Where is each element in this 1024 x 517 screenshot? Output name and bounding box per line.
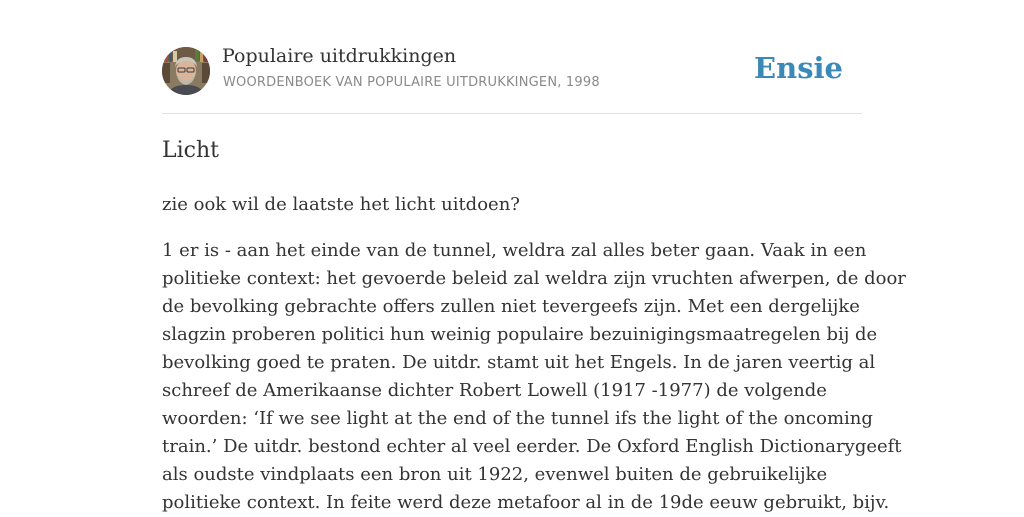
entry-title: Licht: [162, 138, 219, 163]
brand-logo-link[interactable]: Ensie: [754, 51, 843, 85]
source-subtitle: WOORDENBOEK VAN POPULAIRE UITDRUKKINGEN, 1998: [223, 75, 600, 90]
definition-line: slagzin proberen politici hun weinig populaire bezuinigingsmaatregelen bij de: [162, 324, 878, 345]
source-header: [162, 0, 862, 114]
definition-text: [162, 237, 906, 517]
definition-line: schreef de Amerikaanse dichter Robert Lowell (1917 -1977) de volgende: [162, 380, 827, 401]
definition-line: bevolking goed te praten. De uitdr. stamt uit het Engels. In de jaren veertig al: [162, 352, 876, 373]
definition-line: politieke context. In feite werd deze metafoor al in de 19de eeuw gebruikt, bijv.: [162, 492, 890, 513]
source-title[interactable]: Populaire uitdrukkingen: [222, 45, 457, 67]
definition-line: 1 er is - aan het einde van de tunnel, weldra zal alles beter gaan. Vaak in een: [162, 240, 867, 261]
definition-line: woorden: ‘If we see light at the end of the tunnel ifs the light of the oncoming: [162, 408, 873, 429]
definition-line: als oudste vindplaats een bron uit 1922, evenwel buiten de gebruikelijke: [162, 464, 828, 485]
definition-line: politieke context: het gevoerde beleid zal weldra zijn vruchten afwerpen, de door: [162, 268, 906, 289]
see-also-reference: zie ook wil de laatste het licht uitdoen?: [162, 194, 520, 215]
definition-line: train.’ De uitdr. bestond echter al veel eerder. De Oxford English Dictionarygeeft: [162, 436, 902, 457]
avatar[interactable]: [162, 47, 210, 95]
page-container: [162, 0, 906, 513]
definition-line: de bevolking gebrachte offers zullen niet tevergeefs zijn. Met een dergelijke: [162, 296, 860, 317]
author-portrait-image: [162, 47, 210, 95]
